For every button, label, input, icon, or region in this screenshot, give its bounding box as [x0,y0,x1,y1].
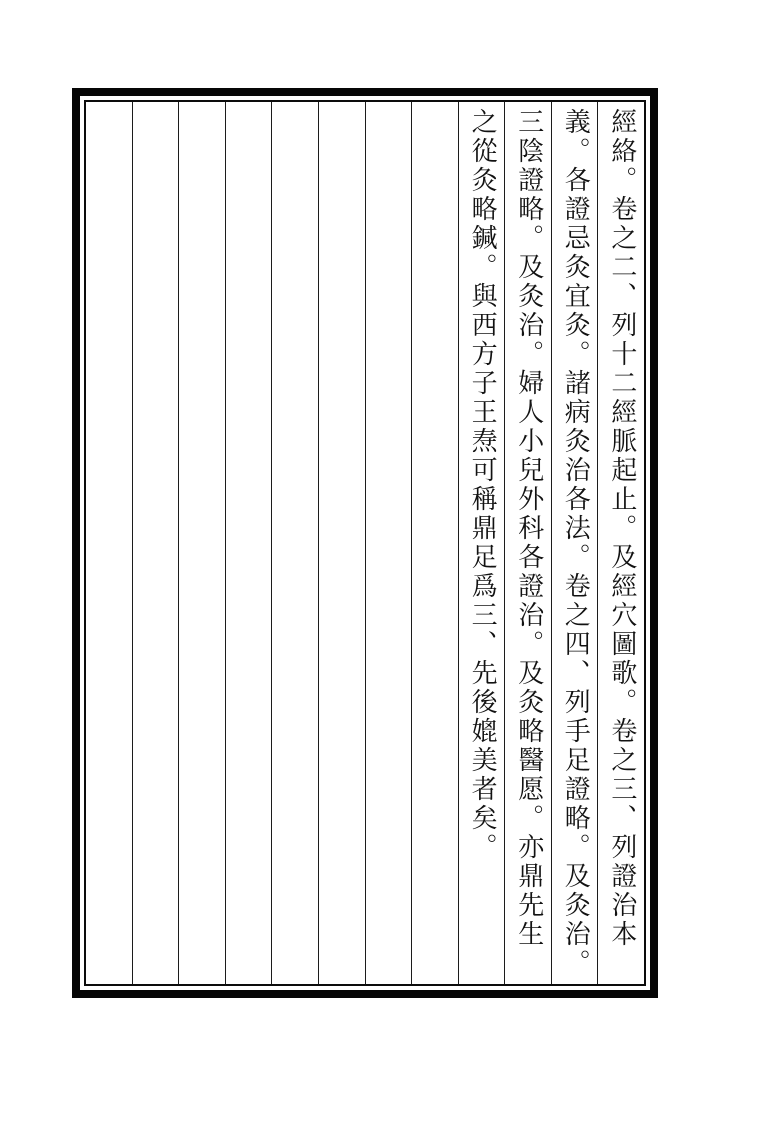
empty-column [225,102,272,984]
empty-column [318,102,365,984]
page-inner-frame [84,100,646,986]
empty-column [411,102,458,984]
page-border-frame [72,88,658,998]
text-column-1 [597,102,644,984]
column-text: 之從灸略鍼。與西方子王焘可稱鼎足爲三、先後媲美者矣。 [467,108,498,862]
empty-column [178,102,225,984]
column-text: 經絡。卷之二、列十二經脈起止。及經穴圖歌。卷之三、列證治本 [606,108,637,949]
text-column-2 [551,102,598,984]
empty-column [271,102,318,984]
empty-column [86,102,132,984]
column-text: 義。各證忌灸宜灸。諸病灸治各法。卷之四、列手足證略。及灸治。 [560,108,591,978]
empty-column [132,102,179,984]
empty-column [365,102,412,984]
text-column-3 [504,102,551,984]
column-text: 三陰證略。及灸治。婦人小兒外科各證治。及灸略醫愿。亦鼎先生 [513,108,544,949]
text-column-4 [458,102,505,984]
